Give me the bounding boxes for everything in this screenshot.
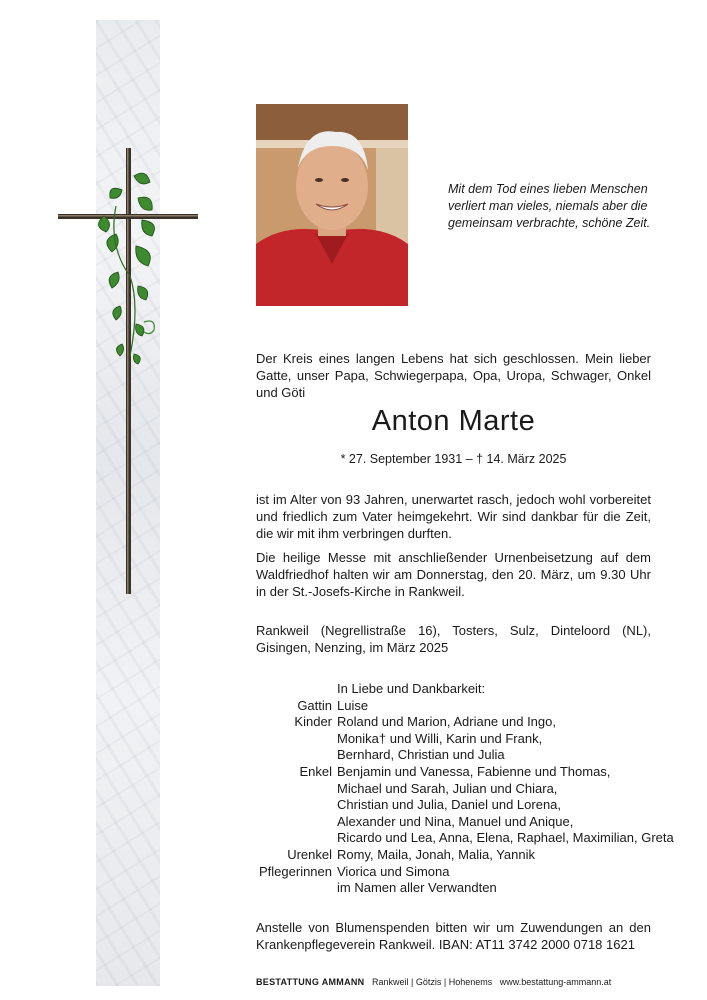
mourner-row [256, 814, 676, 831]
mourner-names: Romy, Maila, Jonah, Malia, Yannik [337, 846, 535, 862]
mourner-row [256, 847, 676, 864]
mourner-label [256, 731, 337, 748]
mourner-label [256, 880, 337, 897]
life-dates: * 27. September 1931 – † 14. März 2025 [340, 452, 567, 466]
mourner-row [256, 714, 676, 731]
mourner-label: Enkel [299, 763, 332, 779]
cross-with-ivy [56, 146, 200, 596]
mourner-names: Ricardo und Lea, Anna, Elena, Raphael, Maximilian, Greta [337, 830, 674, 846]
mourner-row [256, 764, 676, 781]
mourner-names: Viorica und Simona [337, 863, 450, 879]
mourner-label [256, 747, 337, 764]
mourner-row [256, 731, 676, 748]
portrait-photo [256, 104, 408, 306]
quote-line: verliert man vieles, niemals aber die [448, 199, 648, 213]
quote-line: Mit dem Tod eines lieben Menschen [448, 182, 648, 196]
mourner-names: Christian und Julia, Daniel und Lorena, [337, 797, 562, 813]
mourners-list [256, 681, 676, 897]
passing-paragraph: ist im Alter von 93 Jahren, unerwartet rasch, jedoch wohl vorbereitet und friedlich zum Vater heimgekehrt. Wir sind dankbar für die Zeit, die wir mit ihm verbringen durften. [256, 492, 651, 541]
mourner-row [256, 747, 676, 764]
donation-text: Anstelle von Blumenspenden bitten wir um Zuwendungen an den Krankenpflegeverein Rankweil. IBAN: AT11 3742 2000 0718 1621 [256, 920, 651, 952]
mourner-label [256, 781, 337, 798]
footer-locations: Rankweil | Götzis | Hohenems [372, 977, 493, 987]
mourners-heading-row [256, 681, 676, 698]
intro-text: Der Kreis eines langen Lebens hat sich geschlossen. Mein lieber Gatte, unser Papa, Schwiegerpapa, Opa, Uropa, Schwager, Onkel und Göti [256, 351, 651, 400]
deceased-name: Anton Marte [371, 405, 536, 437]
mourner-label [256, 830, 337, 847]
cross-icon [56, 146, 200, 596]
funeral-paragraph: Die heilige Messe mit anschließender Urnenbeisetzung auf dem Waldfriedhof halten wir am Donnerstag, den 20. März, um 9.30 Uhr in der St.-Josefs-Kirche in Rankweil. [256, 550, 651, 599]
places-line: Rankweil (Negrellistraße 16), Tosters, Sulz, Dinteloord (NL), Gisingen, Nenzing, im März 2025 [256, 623, 651, 655]
mourner-row [256, 698, 676, 715]
mourner-label: Gattin [297, 697, 332, 713]
mourner-label: Urenkel [287, 846, 332, 862]
quote-line: gemeinsam verbrachte, schöne Zeit. [448, 216, 651, 230]
mourner-row [256, 864, 676, 881]
mourner-row [256, 830, 676, 847]
mourner-label [256, 814, 337, 831]
mourner-label: Kinder [294, 714, 332, 730]
mourner-names: im Namen aller Verwandten [337, 880, 497, 896]
mourner-label [256, 797, 337, 814]
brand-name-b: AMMANN [321, 977, 365, 987]
mourner-names: Roland und Marion, Adriane und Ingo, [337, 714, 556, 730]
mourner-names: Monika† und Willi, Karin und Frank, [337, 730, 543, 746]
brand-name-a: BESTATTUNG [256, 977, 320, 987]
mourner-names: Luise [337, 697, 369, 713]
mourner-names: Michael und Sarah, Julian und Chiara, [337, 780, 558, 796]
mourner-row [256, 880, 676, 897]
mourner-row [256, 797, 676, 814]
memorial-quote [448, 181, 668, 232]
mourner-row [256, 781, 676, 798]
mourners-heading: In Liebe und Dankbarkeit: [337, 681, 486, 696]
mourner-label: Pflegerinnen [259, 863, 332, 879]
mourner-names: Benjamin und Vanessa, Fabienne und Thomas, [337, 763, 611, 779]
mourner-names: Alexander und Nina, Manuel und Anique, [337, 813, 574, 829]
mourner-names: Bernhard, Christian und Julia [337, 747, 505, 763]
footer-website-link[interactable]: www.bestattung-ammann.at [499, 977, 612, 987]
footer [256, 977, 611, 987]
